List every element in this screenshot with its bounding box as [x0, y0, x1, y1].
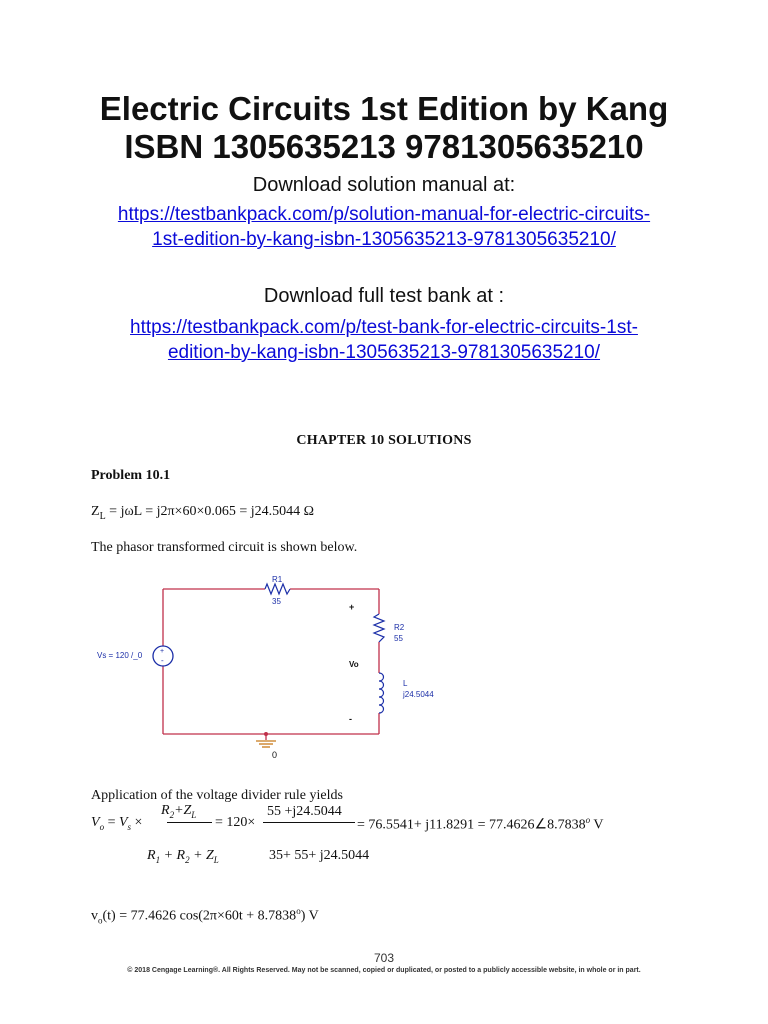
solution-manual-label: Download solution manual at:	[252, 174, 516, 196]
phasor-circuit-diagram	[90, 570, 450, 765]
ground-icon	[256, 741, 276, 747]
document-title-line2: ISBN 1305635213 9781305635210	[124, 128, 644, 165]
solution-link-line1[interactable]: https://testbankpack.com/p/solution-manual-for-electric-circuits-	[117, 204, 651, 225]
resistor-r2	[374, 614, 384, 642]
inductor-label: L	[403, 679, 408, 688]
lhs-sub: o	[99, 821, 105, 832]
den-r2-sub: 2	[185, 854, 190, 865]
source-plus: +	[160, 648, 165, 655]
solution-link-line2[interactable]: 1st-edition-by-kang-isbn-1305635213-9781305635210/	[152, 229, 616, 250]
zl-symbol: Z	[91, 504, 100, 519]
vs-sub: s	[127, 821, 132, 832]
den-r1: R	[147, 848, 156, 863]
chapter-heading: CHAPTER 10 SOLUTIONS	[296, 433, 472, 448]
den-r2: + R	[160, 848, 186, 863]
phasor-intro-text: The phasor transformed circuit is shown below.	[91, 540, 358, 555]
ground-node	[264, 732, 268, 736]
lhs-v: V	[91, 815, 100, 830]
time-domain-result	[91, 906, 319, 925]
equation-main-line	[91, 815, 142, 832]
divider-intro-text: Application of the voltage divider rule yields	[91, 788, 343, 803]
td-expression: (t) = 77.4626 cos(2π×60t + 8.7838	[102, 908, 297, 924]
r1-label: R1	[272, 575, 283, 584]
r1-value: 35	[272, 597, 281, 606]
fraction2-bar	[263, 822, 355, 823]
solution-manual-link[interactable]	[70, 202, 698, 252]
test-bank-link[interactable]	[70, 315, 698, 365]
copyright-notice: © 2018 Cengage Learning®. All Rights Reserved. May not be scanned, copied or duplicated, or posted to a publicly accessible website, in whole or in part.	[127, 967, 641, 974]
test-bank-label: Download full test bank at :	[263, 285, 505, 307]
source-minus: -	[161, 656, 164, 665]
zl-expression: = jωL = j2π×60×0.065 = j24.5044 Ω	[105, 504, 315, 519]
fraction1-numerator	[161, 803, 196, 820]
result-value: = 76.5541+ j11.8291 = 77.4626∠8.7838	[357, 817, 586, 833]
fraction1-denominator	[147, 848, 219, 865]
source-label: Vs = 120 /_0	[97, 651, 143, 660]
vo-minus: -	[349, 714, 352, 724]
num-plus-z: +Z	[174, 803, 192, 818]
num-z-sub: L	[191, 809, 197, 820]
lhs-eq: =	[104, 815, 119, 830]
vo-plus: +	[349, 602, 355, 612]
td-v: v	[91, 908, 98, 924]
document-title-line1: Electric Circuits 1st Edition by Kang	[99, 90, 669, 127]
testbank-link-line2[interactable]: edition-by-kang-isbn-1305635213-9781305635210/	[167, 342, 601, 363]
r2-label: R2	[394, 623, 405, 632]
den-r1-sub: 1	[155, 854, 161, 865]
fraction1-bar	[167, 822, 212, 823]
td-end: ) V	[300, 908, 319, 924]
num-r: R	[161, 803, 170, 818]
page-number: 703	[373, 951, 395, 965]
vs-symbol: V	[118, 815, 128, 830]
result-unit: V	[590, 817, 604, 833]
zl-subscript: L	[99, 510, 106, 522]
equation-result	[357, 815, 603, 834]
testbank-link-line1[interactable]: https://testbankpack.com/p/test-bank-for-electric-circuits-1st-	[130, 317, 638, 338]
circuit-wires	[163, 589, 379, 740]
inductor-value: j24.5044	[403, 690, 434, 699]
problem-heading: Problem 10.1	[91, 468, 171, 483]
num-r-sub: 2	[169, 809, 175, 820]
den-zl-sub: L	[213, 854, 219, 865]
inductor-l	[379, 673, 384, 713]
td-sub: o	[98, 915, 103, 926]
fraction2-denominator: 35+ 55+ j24.5044	[269, 848, 370, 863]
resistor-r1	[265, 584, 290, 594]
fraction2-numerator: 55 +j24.5044	[267, 804, 342, 819]
r2-value: 55	[394, 634, 403, 643]
equation-mid: = 120×	[215, 815, 256, 830]
zl-equation	[91, 504, 314, 522]
result-degree: o	[585, 815, 591, 825]
den-zl: + Z	[189, 848, 214, 863]
td-degree: o	[296, 906, 301, 916]
ground-label: 0	[272, 750, 278, 760]
vo-label: Vo	[349, 660, 359, 669]
voltage-divider-equation	[91, 803, 691, 873]
times-symbol: ×	[131, 815, 143, 830]
